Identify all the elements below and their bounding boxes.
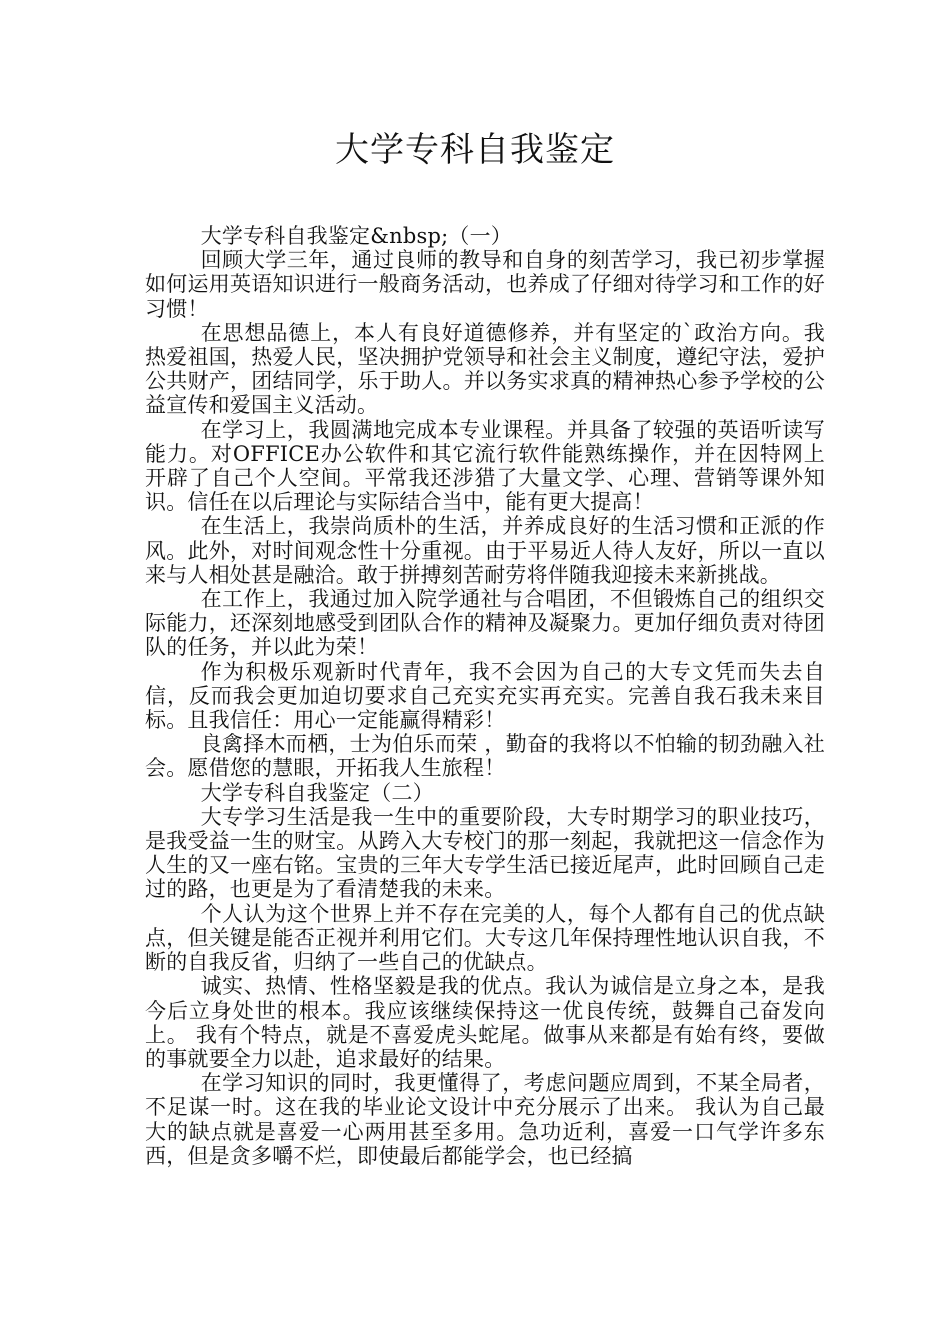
paragraph: 在工作上，我通过加入院学通社与合唱团，不但锻炼自己的组织交际能力，还深刻地感受到团队合作的精神及凝聚力。更加仔细负责对待团队的任务，并以此为荣！ [145, 587, 825, 660]
paragraph: 个人认为这个世界上并不存在完美的人，每个人都有自己的优点缺点，但关键是能否正视并利用它们。大专这几年保持理性地认识自我，不断的自我反省，归纳了一些自己的优缺点。 [145, 901, 825, 975]
paragraph: 作为积极乐观新时代青年，我不会因为自己的大专文凭而失去自信，反而我会更加迫切要求自己充实充实再充实。完善自我石我未来目标。且我信任：用心一定能赢得精彩！ [145, 659, 825, 733]
paragraph-heading-2: 大学专科自我鉴定（二） [200, 780, 434, 805]
paragraph: 良禽择木而栖，士为伯乐而荣 ，勤奋的我将以不怕输的韧劲融入社会。愿借您的慧眼，开拓我人生旅程！ [145, 732, 825, 781]
paragraph: 回顾大学三年，通过良师的教导和自身的刻苦学习，我已初步掌握如何运用英语知识进行一般商务活动，也养成了仔细对待学习和工作的好习惯！ [145, 248, 825, 321]
paragraph: 在生活上，我崇尚质朴的生活，并养成良好的生活习惯和正派的作风。此外，对时间观念性十分重视。由于平易近人待人友好，所以一直以来与人相处甚是融洽。敢于拼搏刻苦耐劳将伴随我迎接未来新挑战。 [145, 514, 825, 587]
paragraph: 在学习上，我圆满地完成本专业课程。并具备了较强的英语听读写能力。对OFFICE办公软件和其它流行软件能熟练操作，并在因特网上开辟了自己个人空间。平常我还涉猎了大量文学、心理、营销等课外知识。信任在以后理论与实际结合当中，能有更大提高！ [145, 417, 825, 515]
paragraph-heading-1: 大学专科自我鉴定&nbsp;（一） [200, 224, 512, 248]
paragraph: 大专学习生活是我一生中的重要阶段，大专时期学习的职业技巧，是我受益一生的财宝。从跨入大专校门的那一刻起，我就把这一信念作为人生的又一座右铭。宝贵的三年大专学生活已接近尾声，此时回顾自己走过的路，也更是为了看清楚我的未来。 [145, 804, 825, 902]
paragraph: 在学习知识的同时，我更懂得了，考虑问题应周到，不某全局者，不足谋一时。这在我的毕业论文设计中充分展示了出来。 我认为自己最大的缺点就是喜爱一心两用甚至多用。急功近利，喜爱一口气学许多东西，但是贪多嚼不烂，即使最后都能学会，也已经搞 [145, 1071, 825, 1168]
paragraph: 在思想品德上，本人有良好道德修养，并有坚定的`政治方向。我热爱祖国，热爱人民，坚决拥护党领导和社会主义制度，遵纪守法，爱护公共财产，团结同学，乐于助人。并以务实求真的精神热心参予学校的公益宣传和爱国主义活动。 [145, 320, 825, 418]
document-body [145, 224, 825, 1168]
document-title: 大学专科自我鉴定 [335, 130, 615, 170]
paragraph: 诚实、热情、性格坚毅是我的优点。我认为诚信是立身之本，是我今后立身处世的根本。我应该继续保持这一优良传统，鼓舞自己奋发向上。 我有个特点，就是不喜爱虎头蛇尾。做事从来都是有始有终，要做的事就要全力以赴，追求最好的结果。 [145, 974, 825, 1071]
